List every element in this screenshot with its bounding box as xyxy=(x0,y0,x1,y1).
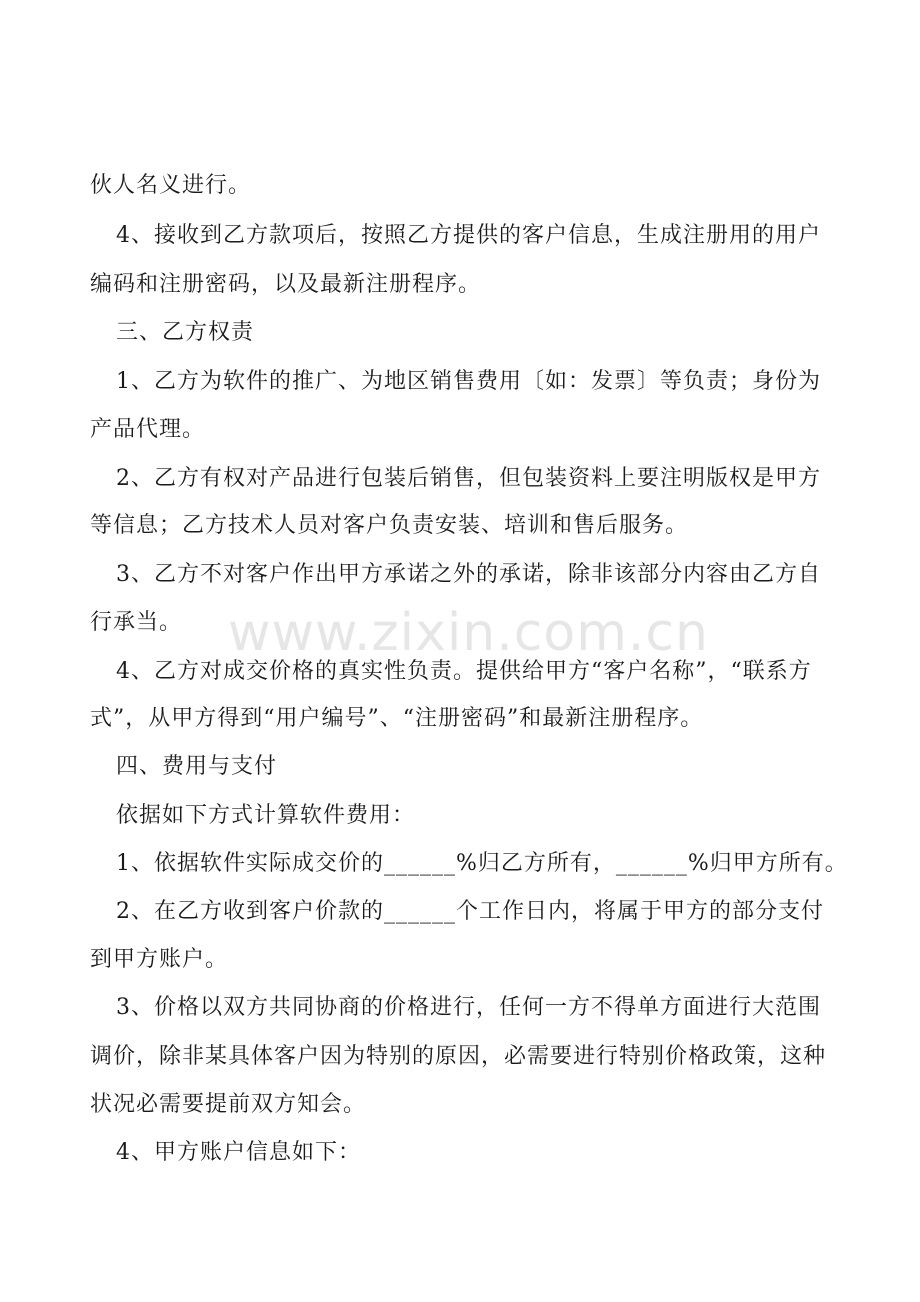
paragraph-line: 4、甲方账户信息如下： xyxy=(116,1140,361,1165)
paragraph-line: 2、在乙方收到客户价款的______个工作日内，将属于甲方的部分支付 xyxy=(116,899,824,924)
paragraph-line: 2、乙方有权对产品进行包装后销售，但包装资料上要注明版权是甲方 xyxy=(116,466,821,491)
paragraph-line: 1、乙方为软件的推广、为地区销售费用〔如：发票〕等负责；身份为 xyxy=(116,369,821,394)
paragraph-line: 等信息；乙方技术人员对客户负责安装、培训和售后服务。 xyxy=(90,513,689,538)
section-heading: 四、费用与支付 xyxy=(116,754,278,779)
paragraph-line: 4、接收到乙方款项后，按照乙方提供的客户信息，生成注册用的用户 xyxy=(116,223,821,248)
paragraph-line: 1、依据软件实际成交价的______%归乙方所有，______%归甲方所有。 xyxy=(116,851,848,876)
paragraph-line: 依据如下方式计算软件费用： xyxy=(116,803,416,828)
paragraph-line: 到甲方账户。 xyxy=(90,947,229,972)
paragraph-line: 产品代理。 xyxy=(90,417,206,442)
paragraph-line: 式”，从甲方得到“用户编号”、“注册密码”和最新注册程序。 xyxy=(90,706,704,731)
paragraph-line: 编码和注册密码，以及最新注册程序。 xyxy=(90,272,482,297)
paragraph-line: 伙人名义进行。 xyxy=(90,173,252,198)
paragraph-line: 3、乙方不对客户作出甲方承诺之外的承诺，除非该部分内容由乙方自 xyxy=(116,562,821,587)
section-heading: 三、乙方权责 xyxy=(116,320,255,345)
watermark: www.zixin.com.cn xyxy=(228,603,709,663)
paragraph-line: 状况必需要提前双方知会。 xyxy=(90,1092,367,1117)
paragraph-line: 调价，除非某具体客户因为特别的原因，必需要进行特别价格政策，这种 xyxy=(90,1044,827,1069)
paragraph-line: 4、乙方对成交价格的真实性负责。提供给甲方“客户名称”，“联系方 xyxy=(116,659,812,684)
paragraph-line: 3、价格以双方共同协商的价格进行，任何一方不得单方面进行大范围 xyxy=(116,995,821,1020)
paragraph-line: 行承当。 xyxy=(90,610,183,635)
